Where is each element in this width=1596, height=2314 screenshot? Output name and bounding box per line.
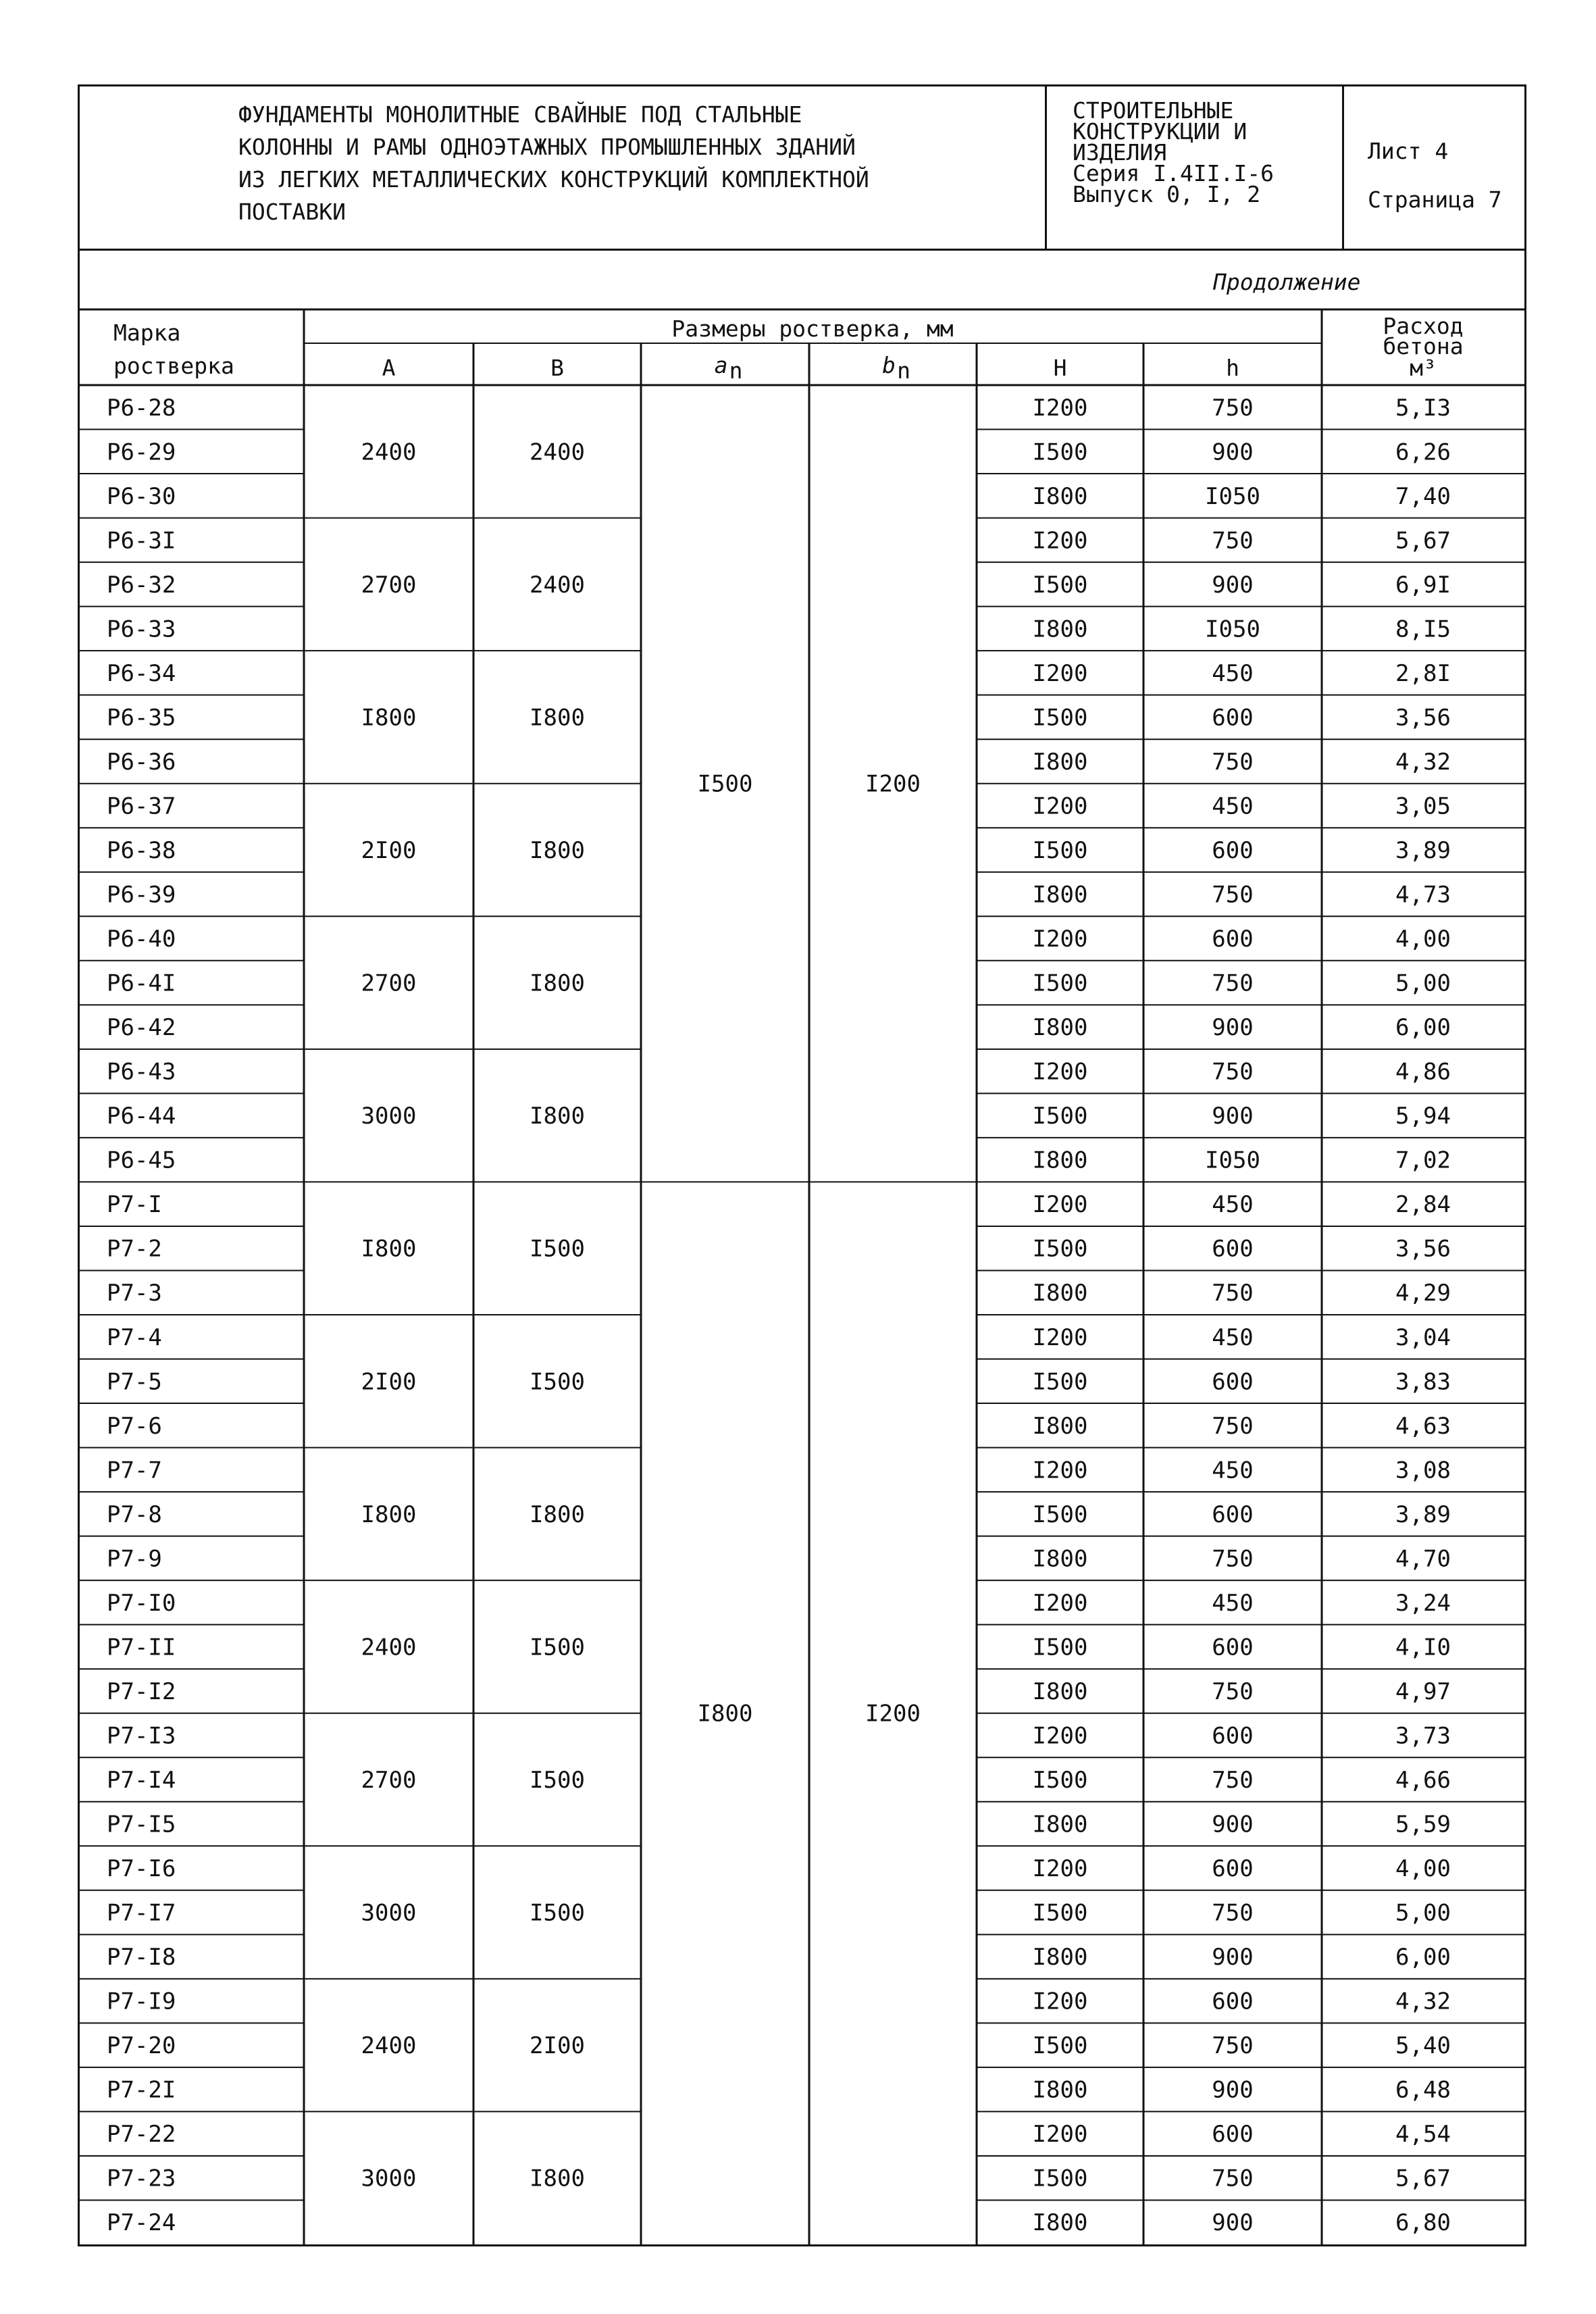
cell-h-total: I500 bbox=[1032, 1368, 1088, 1396]
cell-h-total: I800 bbox=[1032, 748, 1088, 776]
cell-h: 600 bbox=[1212, 1722, 1254, 1750]
cell-mark: P6-45 bbox=[107, 1147, 176, 1174]
page-number: Страница 7 bbox=[1368, 186, 1502, 213]
cell-h-total: I800 bbox=[1032, 1944, 1088, 1971]
cell-consumption: 3,56 bbox=[1395, 1235, 1451, 1263]
title-line: ФУНДАМЕНТЫ МОНОЛИТНЫЕ СВАЙНЫЕ ПОД СТАЛЬНЫЕ bbox=[238, 101, 802, 128]
cell-consumption: 3,08 bbox=[1395, 1457, 1451, 1484]
cell-consumption: 5,00 bbox=[1395, 1899, 1451, 1927]
header-bn-subscript: n bbox=[897, 357, 910, 384]
cell-h: 450 bbox=[1212, 1457, 1254, 1484]
cell-mark: P6-28 bbox=[107, 394, 176, 422]
header-consumption: бетона bbox=[1383, 333, 1464, 359]
cell-h-total: I200 bbox=[1032, 527, 1088, 555]
cell-a: 2I00 bbox=[361, 837, 417, 864]
cell-b: I800 bbox=[530, 970, 585, 997]
cell-h: 750 bbox=[1212, 1412, 1254, 1440]
cell-mark: P7-3 bbox=[107, 1280, 162, 1307]
cell-mark: P7-I3 bbox=[107, 1722, 176, 1750]
cell-consumption: 4,29 bbox=[1395, 1280, 1451, 1307]
cell-h-total: I200 bbox=[1032, 1722, 1088, 1750]
cell-consumption: 4,70 bbox=[1395, 1545, 1451, 1573]
cell-h: 750 bbox=[1212, 1058, 1254, 1086]
cell-mark: P7-I bbox=[107, 1191, 162, 1219]
cell-a: 2400 bbox=[361, 438, 417, 466]
cell-consumption: 3,89 bbox=[1395, 837, 1451, 864]
cell-h: 600 bbox=[1212, 1634, 1254, 1661]
cell-h: I050 bbox=[1205, 482, 1260, 510]
cell-consumption: 4,86 bbox=[1395, 1058, 1451, 1086]
series-line: КОНСТРУКЦИИ И bbox=[1073, 118, 1247, 145]
cell-h-total: I500 bbox=[1032, 1235, 1088, 1263]
cell-mark: P7-I6 bbox=[107, 1855, 176, 1883]
title-line: КОЛОННЫ И РАМЫ ОДНОЭТАЖНЫХ ПРОМЫШЛЕННЫХ ЗДАНИЙ bbox=[238, 134, 856, 160]
cell-b: 2400 bbox=[530, 571, 585, 599]
cell-h: 450 bbox=[1212, 1589, 1254, 1617]
cell-h-total: I800 bbox=[1032, 1412, 1088, 1440]
cell-a: 2700 bbox=[361, 571, 417, 599]
cell-h-total: I200 bbox=[1032, 1855, 1088, 1883]
cell-b: I800 bbox=[530, 2165, 585, 2192]
cell-h-total: I200 bbox=[1032, 793, 1088, 820]
cell-h-total: I500 bbox=[1032, 970, 1088, 997]
cell-consumption: 4,00 bbox=[1395, 926, 1451, 953]
cell-h: 750 bbox=[1212, 970, 1254, 997]
cell-an: I500 bbox=[697, 770, 753, 798]
table-grid bbox=[80, 86, 1524, 2244]
header-an: a bbox=[714, 352, 728, 378]
cell-consumption: 6,00 bbox=[1395, 1944, 1451, 1971]
cell-consumption: 3,04 bbox=[1395, 1324, 1451, 1351]
header-b: B bbox=[550, 355, 564, 381]
cell-h: 900 bbox=[1212, 1014, 1254, 1042]
cell-h: 600 bbox=[1212, 1501, 1254, 1528]
cell-consumption: 5,00 bbox=[1395, 970, 1451, 997]
cell-h-total: I800 bbox=[1032, 1014, 1088, 1042]
cell-mark: P7-I5 bbox=[107, 1811, 176, 1838]
cell-consumption: 4,73 bbox=[1395, 881, 1451, 909]
cell-h-total: I500 bbox=[1032, 2165, 1088, 2192]
continuation-label: Продолжение bbox=[1213, 269, 1361, 295]
cell-consumption: 4,54 bbox=[1395, 2121, 1451, 2148]
cell-consumption: 5,67 bbox=[1395, 2165, 1451, 2192]
cell-mark: P6-38 bbox=[107, 837, 176, 864]
cell-mark: P6-4I bbox=[107, 970, 176, 997]
sheet-number: Лист 4 bbox=[1368, 138, 1449, 164]
cell-mark: P7-24 bbox=[107, 2209, 176, 2237]
cell-mark: P6-32 bbox=[107, 571, 176, 599]
cell-consumption: 3,73 bbox=[1395, 1722, 1451, 1750]
cell-h-total: I500 bbox=[1032, 571, 1088, 599]
cell-mark: P7-7 bbox=[107, 1457, 162, 1484]
cell-h-total: I800 bbox=[1032, 881, 1088, 909]
cell-mark: P6-37 bbox=[107, 793, 176, 820]
cell-h-total: I500 bbox=[1032, 1899, 1088, 1927]
cell-h: 900 bbox=[1212, 2076, 1254, 2104]
cell-consumption: 3,56 bbox=[1395, 704, 1451, 732]
cell-a: 3000 bbox=[361, 2165, 417, 2192]
cell-h: 750 bbox=[1212, 881, 1254, 909]
cell-consumption: 8,I5 bbox=[1395, 615, 1451, 643]
cell-a: I800 bbox=[361, 1501, 417, 1528]
cell-consumption: 7,40 bbox=[1395, 482, 1451, 510]
cell-h-total: I500 bbox=[1032, 1103, 1088, 1130]
cell-h: 750 bbox=[1212, 527, 1254, 555]
cell-consumption: 4,97 bbox=[1395, 1678, 1451, 1705]
cell-b: I500 bbox=[530, 1235, 585, 1263]
cell-h-total: I800 bbox=[1032, 1811, 1088, 1838]
cell-a: 3000 bbox=[361, 1103, 417, 1130]
foundation-table bbox=[80, 86, 1524, 2244]
cell-h: 450 bbox=[1212, 793, 1254, 820]
cell-consumption: 2,8I bbox=[1395, 659, 1451, 687]
cell-mark: P6-44 bbox=[107, 1103, 176, 1130]
cell-b: I500 bbox=[530, 1767, 585, 1794]
cell-b: I800 bbox=[530, 837, 585, 864]
cell-b: I800 bbox=[530, 1501, 585, 1528]
cell-mark: P7-I8 bbox=[107, 1944, 176, 1971]
cell-h: 900 bbox=[1212, 2209, 1254, 2237]
cell-h-total: I800 bbox=[1032, 2209, 1088, 2237]
cell-mark: P6-34 bbox=[107, 659, 176, 687]
cell-mark: P7-I9 bbox=[107, 1988, 176, 2015]
cell-h: 900 bbox=[1212, 1811, 1254, 1838]
header-mark: Марка bbox=[113, 320, 181, 346]
cell-consumption: 5,67 bbox=[1395, 527, 1451, 555]
cell-h: 900 bbox=[1212, 1944, 1254, 1971]
cell-h-total: I800 bbox=[1032, 1545, 1088, 1573]
cell-h: 750 bbox=[1212, 1280, 1254, 1307]
cell-mark: P7-20 bbox=[107, 2032, 176, 2060]
cell-h: 600 bbox=[1212, 1988, 1254, 2015]
cell-b: I800 bbox=[530, 704, 585, 732]
cell-mark: P7-8 bbox=[107, 1501, 162, 1528]
header-h: h bbox=[1226, 355, 1239, 381]
cell-h: 750 bbox=[1212, 394, 1254, 422]
cell-consumption: 4,32 bbox=[1395, 748, 1451, 776]
cell-h-total: I200 bbox=[1032, 1589, 1088, 1617]
cell-h: 900 bbox=[1212, 1103, 1254, 1130]
cell-mark: P6-35 bbox=[107, 704, 176, 732]
cell-mark: P7-I2 bbox=[107, 1678, 176, 1705]
cell-h-total: I200 bbox=[1032, 1324, 1088, 1351]
cell-consumption: 6,00 bbox=[1395, 1014, 1451, 1042]
cell-mark: P6-36 bbox=[107, 748, 176, 776]
cell-b: 2400 bbox=[530, 438, 585, 466]
cell-mark: P6-43 bbox=[107, 1058, 176, 1086]
cell-h-total: I200 bbox=[1032, 394, 1088, 422]
cell-h-total: I500 bbox=[1032, 438, 1088, 466]
cell-consumption: 3,89 bbox=[1395, 1501, 1451, 1528]
cell-h: 450 bbox=[1212, 659, 1254, 687]
cell-h-total: I500 bbox=[1032, 2032, 1088, 2060]
cell-mark: P6-29 bbox=[107, 438, 176, 466]
cell-a: 2700 bbox=[361, 970, 417, 997]
cell-h-total: I200 bbox=[1032, 2121, 1088, 2148]
cell-mark: P7-5 bbox=[107, 1368, 162, 1396]
cell-consumption: 5,94 bbox=[1395, 1103, 1451, 1130]
cell-mark: P7-23 bbox=[107, 2165, 176, 2192]
cell-mark: P7-I0 bbox=[107, 1589, 176, 1617]
cell-mark: P7-2 bbox=[107, 1235, 162, 1263]
cell-h: 750 bbox=[1212, 748, 1254, 776]
series-line: СТРОИТЕЛЬНЫЕ bbox=[1073, 97, 1234, 124]
cell-h-total: I800 bbox=[1032, 1678, 1088, 1705]
cell-consumption: 4,00 bbox=[1395, 1855, 1451, 1883]
cell-h-total: I500 bbox=[1032, 837, 1088, 864]
cell-bn: I200 bbox=[865, 1700, 921, 1728]
header-consumption-unit: м³ bbox=[1410, 355, 1437, 381]
cell-mark: P6-3I bbox=[107, 527, 176, 555]
cell-mark: P7-I4 bbox=[107, 1767, 176, 1794]
cell-mark: P6-40 bbox=[107, 926, 176, 953]
cell-h-total: I200 bbox=[1032, 659, 1088, 687]
cell-h: 750 bbox=[1212, 1767, 1254, 1794]
cell-consumption: 3,05 bbox=[1395, 793, 1451, 820]
cell-h: 750 bbox=[1212, 2165, 1254, 2192]
cell-h: 450 bbox=[1212, 1324, 1254, 1351]
cell-a: 2I00 bbox=[361, 1368, 417, 1396]
cell-mark: P6-30 bbox=[107, 482, 176, 510]
cell-h: 600 bbox=[1212, 704, 1254, 732]
cell-mark: P6-33 bbox=[107, 615, 176, 643]
cell-an: I800 bbox=[697, 1700, 753, 1728]
cell-h-total: I800 bbox=[1032, 482, 1088, 510]
series-line: ИЗДЕЛИЯ bbox=[1073, 139, 1167, 166]
header-dimensions: Размеры ростверка, мм bbox=[671, 316, 954, 342]
cell-consumption: 6,48 bbox=[1395, 2076, 1451, 2104]
cell-h-total: I500 bbox=[1032, 704, 1088, 732]
cell-h: 600 bbox=[1212, 837, 1254, 864]
cell-h: 750 bbox=[1212, 1545, 1254, 1573]
cell-a: I800 bbox=[361, 1235, 417, 1263]
cell-consumption: 2,84 bbox=[1395, 1191, 1451, 1219]
cell-consumption: 6,26 bbox=[1395, 438, 1451, 466]
cell-bn: I200 bbox=[865, 770, 921, 798]
cell-a: 2400 bbox=[361, 1634, 417, 1661]
cell-h-total: I500 bbox=[1032, 1767, 1088, 1794]
cell-h-total: I500 bbox=[1032, 1501, 1088, 1528]
cell-h-total: I500 bbox=[1032, 1634, 1088, 1661]
cell-a: 2700 bbox=[361, 1767, 417, 1794]
cell-h: 600 bbox=[1212, 1368, 1254, 1396]
cell-mark: P7-22 bbox=[107, 2121, 176, 2148]
cell-a: 2400 bbox=[361, 2032, 417, 2060]
cell-h: 750 bbox=[1212, 1899, 1254, 1927]
cell-consumption: 5,40 bbox=[1395, 2032, 1451, 2060]
header-a: A bbox=[382, 355, 396, 381]
cell-h-total: I200 bbox=[1032, 1191, 1088, 1219]
cell-a: I800 bbox=[361, 704, 417, 732]
header-consumption: Расход bbox=[1383, 313, 1464, 339]
cell-b: I500 bbox=[530, 1899, 585, 1927]
cell-h-total: I200 bbox=[1032, 926, 1088, 953]
cell-b: I500 bbox=[530, 1634, 585, 1661]
cell-h: 750 bbox=[1212, 2032, 1254, 2060]
cell-h-total: I800 bbox=[1032, 2076, 1088, 2104]
cell-consumption: 5,59 bbox=[1395, 1811, 1451, 1838]
cell-h: 600 bbox=[1212, 2121, 1254, 2148]
cell-consumption: 5,I3 bbox=[1395, 394, 1451, 422]
cell-mark: P7-I7 bbox=[107, 1899, 176, 1927]
cell-b: I800 bbox=[530, 1103, 585, 1130]
cell-mark: P7-9 bbox=[107, 1545, 162, 1573]
cell-mark: P7-II bbox=[107, 1634, 176, 1661]
cell-mark: P7-6 bbox=[107, 1412, 162, 1440]
cell-consumption: 3,83 bbox=[1395, 1368, 1451, 1396]
cell-consumption: 4,I0 bbox=[1395, 1634, 1451, 1661]
cell-consumption: 6,80 bbox=[1395, 2209, 1451, 2237]
cell-h-total: I800 bbox=[1032, 615, 1088, 643]
series-line: Выпуск 0, I, 2 bbox=[1073, 181, 1261, 207]
cell-consumption: 4,66 bbox=[1395, 1767, 1451, 1794]
header-mark: ростверка bbox=[113, 353, 234, 379]
cell-h-total: I200 bbox=[1032, 1988, 1088, 2015]
cell-consumption: 7,02 bbox=[1395, 1147, 1451, 1174]
cell-h-total: I800 bbox=[1032, 1280, 1088, 1307]
cell-consumption: 3,24 bbox=[1395, 1589, 1451, 1617]
cell-h-total: I800 bbox=[1032, 1147, 1088, 1174]
cell-mark: P7-2I bbox=[107, 2076, 176, 2104]
title-line: ПОСТАВКИ bbox=[238, 199, 346, 225]
cell-h: 900 bbox=[1212, 571, 1254, 599]
cell-h: 750 bbox=[1212, 1678, 1254, 1705]
cell-consumption: 4,63 bbox=[1395, 1412, 1451, 1440]
cell-h-total: I200 bbox=[1032, 1457, 1088, 1484]
cell-h: 600 bbox=[1212, 1235, 1254, 1263]
cell-h: 450 bbox=[1212, 1191, 1254, 1219]
cell-mark: P6-39 bbox=[107, 881, 176, 909]
series-line: Серия I.4II.I-6 bbox=[1073, 160, 1275, 186]
title-line: ИЗ ЛЕГКИХ МЕТАЛЛИЧЕСКИХ КОНСТРУКЦИЙ КОМПЛЕКТНОЙ bbox=[238, 166, 869, 193]
cell-h: I050 bbox=[1205, 615, 1260, 643]
cell-consumption: 4,32 bbox=[1395, 1988, 1451, 2015]
cell-h: I050 bbox=[1205, 1147, 1260, 1174]
cell-mark: P6-42 bbox=[107, 1014, 176, 1042]
cell-a: 3000 bbox=[361, 1899, 417, 1927]
cell-b: 2I00 bbox=[530, 2032, 585, 2060]
header-bn: b bbox=[882, 352, 896, 378]
cell-h-total: I200 bbox=[1032, 1058, 1088, 1086]
cell-mark: P7-4 bbox=[107, 1324, 162, 1351]
cell-b: I500 bbox=[530, 1368, 585, 1396]
cell-h: 900 bbox=[1212, 438, 1254, 466]
cell-h: 600 bbox=[1212, 1855, 1254, 1883]
cell-consumption: 6,9I bbox=[1395, 571, 1451, 599]
header-h-total: H bbox=[1053, 355, 1067, 381]
header-an-subscript: n bbox=[729, 357, 743, 384]
cell-h: 600 bbox=[1212, 926, 1254, 953]
document-sheet bbox=[78, 84, 1526, 2246]
